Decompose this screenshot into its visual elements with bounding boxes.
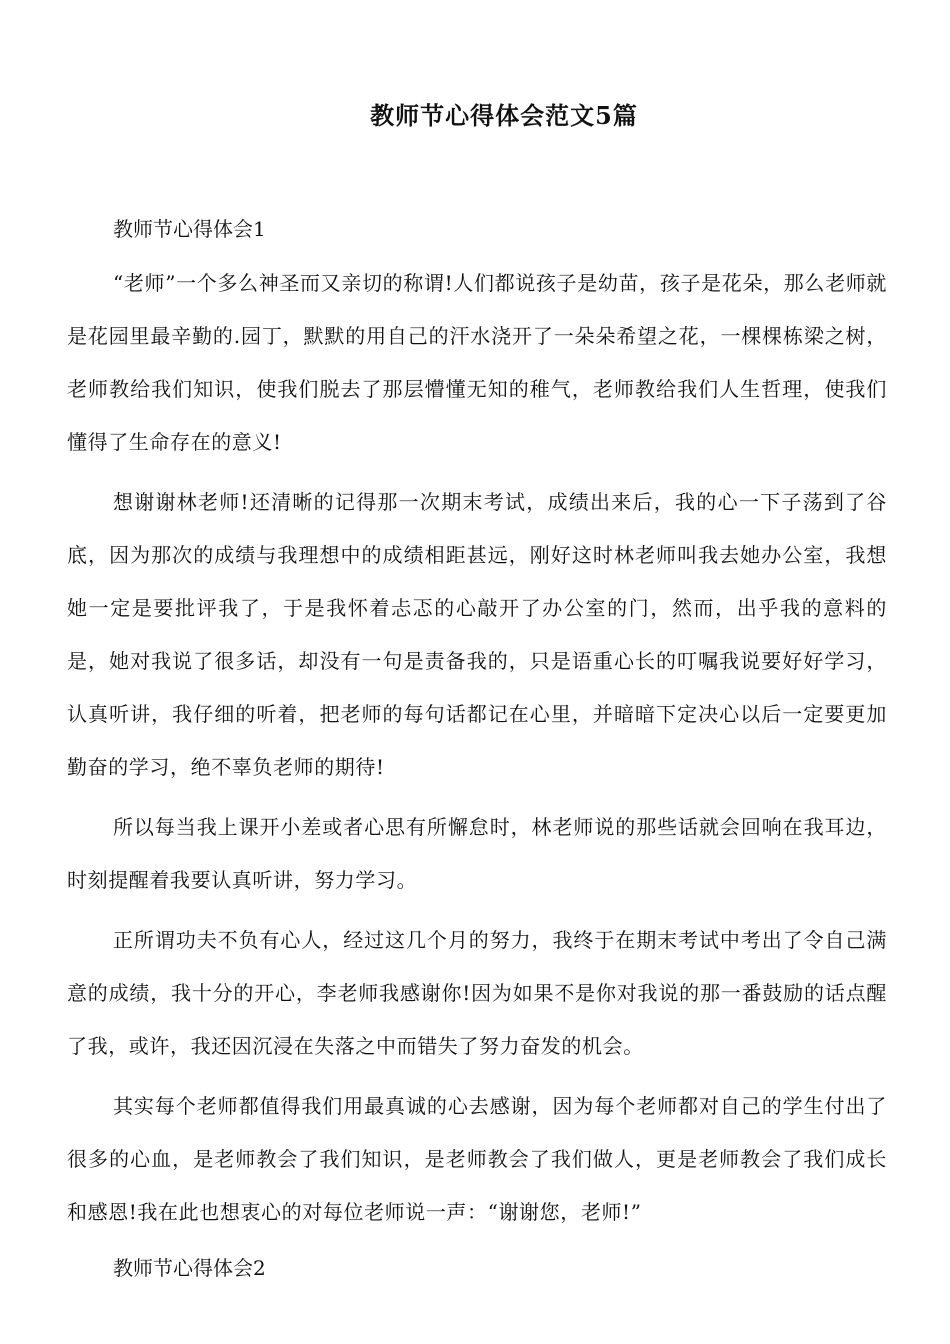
paragraph: “老师”一个多么神圣而又亲切的称谓!人们都说孩子是幼苗，孩子是花朵，那么老师就是花园里最辛勤的.园丁，默默的用自己的汗水浇开了一朵朵希望之花，一棵棵栋梁之树，老师教给我们知识，使我们脱去了那层懵懂无知的稚气，老师教给我们人生哲理，使我们懂得了生命存在的意义!	[67, 271, 887, 454]
paragraph: 正所谓功夫不负有心人，经过这几个月的努力，我终于在期末考试中考出了令自己满意的成绩，我十分的开心，李老师我感谢你!因为如果不是你对我说的那一番鼓励的话点醒了我，或许，我还因沉浸在失落之中而错失了努力奋发的机会。	[67, 928, 887, 1058]
document-title: 教师节心得体会范文5篇	[370, 101, 638, 130]
paragraph: 所以每当我上课开小差或者心思有所懈怠时，林老师说的那些话就会回响在我耳边，时刻提醒着我要认真听讲，努力学习。	[67, 815, 887, 892]
section-heading-2: 教师节心得体会2	[113, 1256, 266, 1280]
document-body	[67, 204, 887, 1293]
paragraph: 其实每个老师都值得我们用最真诚的心去感谢，因为每个老师都对自己的学生付出了很多的心血，是老师教会了我们知识，是老师教会了我们做人，更是老师教会了我们成长和感恩!我在此也想衷心的对每位老师说一声：“谢谢您，老师!”	[67, 1094, 887, 1224]
paragraph: 想谢谢林老师!还清晰的记得那一次期末考试，成绩出来后，我的心一下子荡到了谷底，因为那次的成绩与我理想中的成绩相距甚远，刚好这时林老师叫我去她办公室，我想她一定是要批评我了，于是我怀着忐忑的心敲开了办公室的门，然而，出乎我的意料的是，她对我说了很多话，却没有一句是责备我的，只是语重心长的叮嘱我说要好好学习，认真听讲，我仔细的听着，把老师的每句话都记在心里，并暗暗下定决心以后一定要更加勤奋的学习，绝不辜负老师的期待!	[67, 490, 887, 779]
section-heading-1: 教师节心得体会1	[113, 217, 266, 241]
